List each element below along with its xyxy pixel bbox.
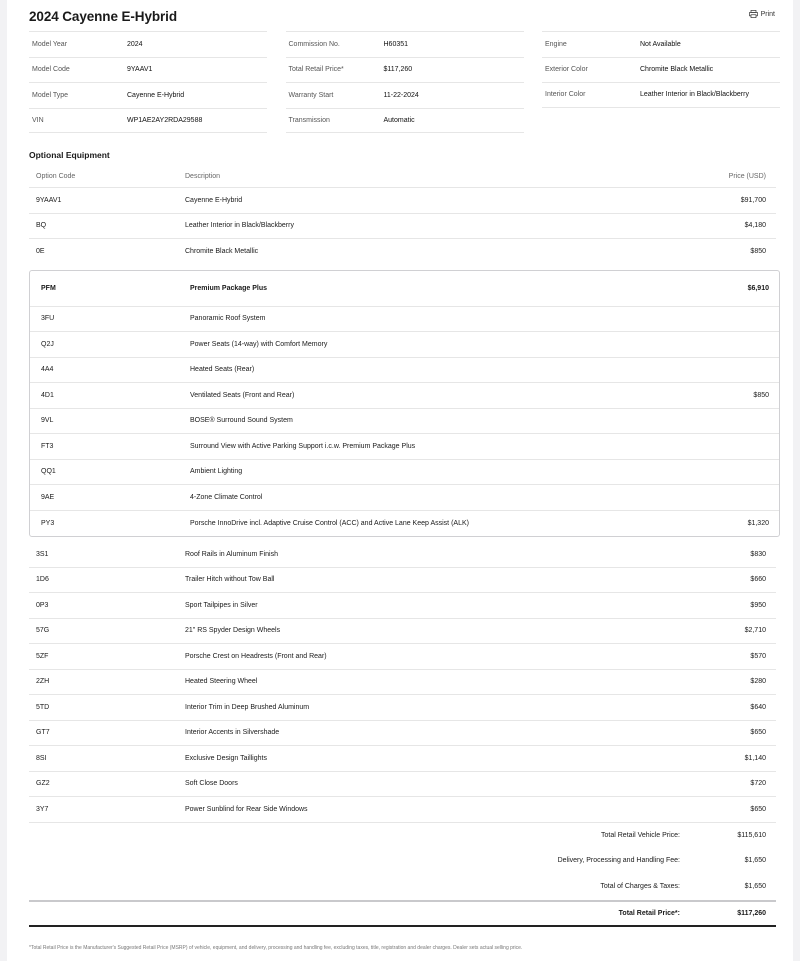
option-description: Surround View with Active Parking Support i.c.w. Premium Package Plus [190,442,416,450]
table-row [29,619,776,645]
print-label: Print [760,10,775,18]
option-price: $830 [750,550,766,558]
printer-icon [749,10,758,18]
option-description: Ventilated Seats (Front and Rear) [190,391,295,399]
spec-label: Warranty Start [288,91,334,99]
option-description: Porsche Crest on Headrests (Front and Rear) [185,652,327,660]
spec-row [29,82,267,108]
spec-row [542,57,780,83]
spec-value: $117,260 [383,66,413,74]
spec-row [542,31,780,57]
spec-label: Interior Color [545,91,586,99]
option-code: 8SI [36,754,47,762]
option-description: Exclusive Design Taillights [185,754,267,762]
equipment-list-before [29,188,780,265]
total-value: $1,650 [744,882,766,890]
package-item-row [30,307,779,333]
table-row [29,695,776,721]
option-description: Heated Steering Wheel [185,678,258,686]
package-item-row [30,485,779,511]
table-row [29,593,776,619]
option-code: 3Y7 [36,805,49,813]
spec-label: Total Retail Price* [288,66,344,74]
total-label: Total of Charges & Taxes: [600,882,680,890]
option-code: 9VL [41,417,54,425]
spec-label: Model Code [32,66,70,74]
option-code: Q2J [41,340,54,348]
option-price: $650 [750,729,766,737]
option-description: 4-Zone Climate Control [190,493,263,501]
option-price: $570 [750,652,766,660]
spec-label: VIN [32,116,44,124]
option-price: $660 [750,576,766,584]
option-description: Ambient Lighting [190,468,243,476]
spec-value: H60351 [383,40,409,48]
total-value: $117,260 [737,910,766,917]
total-vehicle-price-row [29,823,776,849]
section-title: Optional Equipment [29,150,110,160]
grand-total-row [29,900,776,927]
option-description: 21" RS Spyder Design Wheels [185,627,281,635]
option-code: QQ1 [41,468,56,476]
option-price: $1,140 [744,754,766,762]
total-label: Total Retail Vehicle Price: [601,831,680,839]
option-code: 57G [36,627,50,635]
option-description: Interior Accents in Silvershade [185,729,280,737]
option-description: Sport Tailpipes in Silver [185,601,258,609]
spec-label: Model Year [32,40,68,48]
spec-value: Automatic [383,116,415,124]
spec-row [29,108,267,134]
option-code: GZ2 [36,780,50,788]
spec-label: Model Type [32,91,69,99]
spec-value: Chromite Black Metallic [640,66,714,74]
option-description: BOSE® Surround Sound System [190,417,293,425]
option-price: $280 [750,678,766,686]
option-code: 0P3 [36,601,49,609]
equipment-list-after [29,542,780,823]
option-price: $640 [750,703,766,711]
option-code: 1D6 [36,576,49,584]
spec-label: Transmission [288,116,330,124]
option-description: Soft Close Doors [185,780,238,788]
spec-row [286,57,524,83]
spec-label: Exterior Color [545,66,588,74]
table-row [29,542,776,568]
spec-value: WP1AE2AY2RDA29588 [127,116,203,124]
package-item-row [30,383,779,409]
option-code: 5TD [36,703,50,711]
table-row [29,214,776,240]
vehicle-spec-page [7,0,793,961]
total-value: $1,650 [744,857,766,865]
spec-column-1 [29,31,267,133]
package-item-row [30,409,779,435]
option-price: $950 [750,601,766,609]
package-item-row [30,460,779,486]
package-row [30,271,779,307]
spec-row [29,57,267,83]
total-label: Delivery, Processing and Handling Fee: [557,857,680,865]
option-description: Heated Seats (Rear) [190,366,255,374]
option-price: $850 [750,248,766,256]
table-row [29,721,776,747]
option-description: Power Seats (14-way) with Comfort Memory [190,340,328,348]
option-code: 4D1 [41,391,54,399]
table-row [29,188,776,214]
option-price: $850 [753,391,769,399]
option-code: PY3 [41,519,55,527]
table-row [29,239,776,265]
spec-value: 11-22-2024 [383,91,419,99]
option-description: Power Sunblind for Rear Side Windows [185,805,308,813]
spec-column-3 [542,31,780,133]
spec-value: 2024 [127,40,143,48]
spec-row [29,31,267,57]
option-code: BQ [36,222,47,230]
vehicle-specs [29,31,780,133]
package-group [29,270,780,538]
total-charges-row [29,874,776,900]
package-item-row [30,511,779,537]
table-row [29,746,776,772]
option-price: $4,180 [744,222,766,230]
page-title: 2024 Cayenne E-Hybrid [29,9,177,24]
option-description: Panoramic Roof System [190,315,266,323]
option-price: $720 [750,780,766,788]
option-code: 9AE [41,493,55,501]
option-description: Porsche InnoDrive incl. Adaptive Cruise Control (ACC) and Active Lane Keep Assist (ALK) [190,519,469,527]
option-code: 3S1 [36,550,49,558]
spec-label: Engine [545,40,567,48]
spec-column-2 [286,31,524,133]
header-description: Description [185,172,221,180]
option-code: 0E [36,248,45,256]
spec-label: Commission No. [288,40,340,48]
spec-value: Not Available [640,40,681,48]
option-code: PFM [41,284,56,292]
delivery-fee-row [29,848,776,874]
price-footnote: *Total Retail Price is the Manufacturer's Suggested Retail Price (MSRP) of vehicle, equipment, and delivery, processing and handling fee, excluding taxes, title, registration and dealer charges. Dealer sets actual selling price. [29,945,523,951]
option-code: 5ZF [36,652,49,660]
title-row [29,0,780,31]
total-value: $115,610 [737,831,766,839]
spec-row [286,82,524,108]
option-price: $2,710 [744,627,766,635]
spec-value: Leather Interior in Black/Blackberry [640,91,749,99]
option-code: FT3 [41,442,54,450]
option-price: $1,320 [747,519,769,527]
package-item-row [30,332,779,358]
package-item-row [30,358,779,384]
table-row [29,568,776,594]
price-totals [29,823,776,928]
option-description: Trailer Hitch without Tow Ball [185,576,275,584]
package-item-row [30,434,779,460]
option-code: 3FU [41,315,55,323]
option-code: GT7 [36,729,50,737]
spec-row [286,108,524,134]
option-description: Premium Package Plus [190,284,268,292]
option-price: $91,700 [740,196,766,204]
option-code: 2ZH [36,678,50,686]
total-label: Total Retail Price*: [618,910,680,917]
option-description: Roof Rails in Aluminum Finish [185,550,278,558]
header-price: Price (USD) [728,172,766,180]
option-code: 4A4 [41,366,54,374]
spec-row [286,31,524,57]
option-description: Interior Trim in Deep Brushed Aluminum [185,703,310,711]
table-row [29,670,776,696]
option-price: $6,910 [747,284,769,292]
header-option-code: Option Code [36,172,76,180]
option-description: Cayenne E-Hybrid [185,196,243,204]
option-code: 9YAAV1 [36,196,62,204]
spec-row [542,82,780,108]
spec-value: 9YAAV1 [127,66,153,74]
table-row [29,644,776,670]
table-row [29,797,776,823]
equipment-table-header [29,165,776,188]
option-price: $650 [750,805,766,813]
spec-value: Cayenne E-Hybrid [127,91,185,99]
option-description: Chromite Black Metallic [185,248,259,256]
print-button[interactable] [749,10,775,18]
option-description: Leather Interior in Black/Blackberry [185,222,294,230]
table-row [29,772,776,798]
